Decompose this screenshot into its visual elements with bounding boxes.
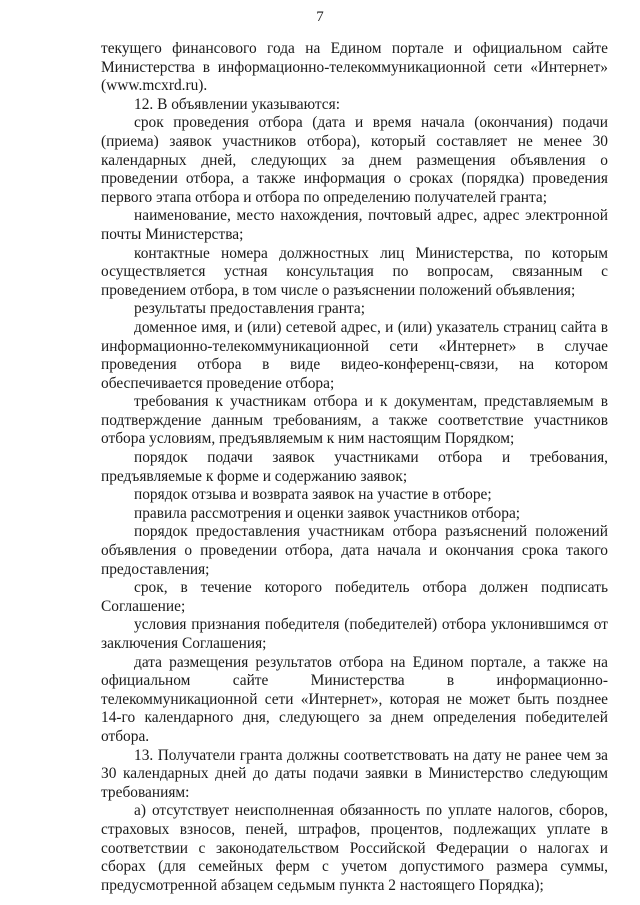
paragraph: 12. В объявлении указываются: (134, 95, 340, 113)
paragraph: доменное имя, и (или) сетевой адрес, и (или) указатель страниц сайта в информационно-телекоммуникационной сети «Интернет» в случае проведения отбора в виде видео-конференц-связи, на котором обеспечивается проведение отбора; (101, 318, 608, 392)
paragraph: порядок подачи заявок участниками отбора и требования, предъявляемые к форме и содержанию заявок; (101, 449, 608, 485)
paragraph: порядок предоставления участникам отбора разъяснений положений объявления о проведении отбора, дата начала и окончания срока такого предоставления; (101, 523, 608, 578)
paragraph: срок, в течение которого победитель отбора должен подписать Соглашение; (101, 579, 608, 615)
paragraph: порядок отзыва и возврата заявок на участие в отборе; (134, 486, 492, 504)
paragraph: а) отсутствует неисполненная обязанность по уплате налогов, сборов, страховых взносов, пеней, штрафов, процентов, подлежащих уплате в соответствии с законодательством Российской Федерации о налогах и сборах (для семейных ферм с учетом допустимого размера суммы, предусмотренной абзацем седьмым пункта 2 настоящего Порядка); (101, 802, 608, 894)
paragraph: текущего финансового года на Едином портале и официальном сайте Министерства в информационно-телекоммуникационной сети «Интернет» (www.mcxrd.ru). (101, 40, 608, 95)
paragraph: дата размещения результатов отбора на Едином портале, а также на официальном сайте Министерства в информационно-телекоммуникационной сети «Интернет», которая не может быть позднее 14-го календарного дня, следующего за днем определения победителей отбора. (101, 653, 608, 745)
paragraph: срок проведения отбора (дата и время начала (окончания) подачи (приема) заявок участников отбора), который составляет не менее 30 календарных дней, следующих за днем размещения объявления о проведении отбора, а также информация о сроках (порядка) проведения первого этапа отбора и отбора по определению получателей гранта; (101, 114, 608, 206)
paragraph: 13. Получатели гранта должны соответствовать на дату не ранее чем за 30 календарных дней до даты подачи заявки в Министерство следующим требованиям: (101, 746, 608, 801)
paragraph: требования к участникам отбора и к документам, представляемым в подтверждение данным требованиям, а также соответствие участников отбора условиям, предъявляемым к ним настоящим Порядком; (101, 393, 608, 448)
paragraph: правила рассмотрения и оценки заявок участников отбора; (134, 504, 521, 522)
document-body (101, 40, 608, 895)
paragraph: наименование, место нахождения, почтовый адрес, адрес электронной почты Министерства; (101, 207, 608, 243)
page-number: 7 (316, 9, 324, 25)
paragraph: контактные номера должностных лиц Министерства, по которым осуществляется устная консультация по вопросам, связанным с проведением отбора, в том числе о разъяснении положений объявления; (101, 244, 608, 299)
paragraph: условия признания победителя (победителей) отбора уклонившимся от заключения Соглашения; (101, 616, 608, 652)
paragraph: результаты предоставления гранта; (134, 300, 365, 318)
